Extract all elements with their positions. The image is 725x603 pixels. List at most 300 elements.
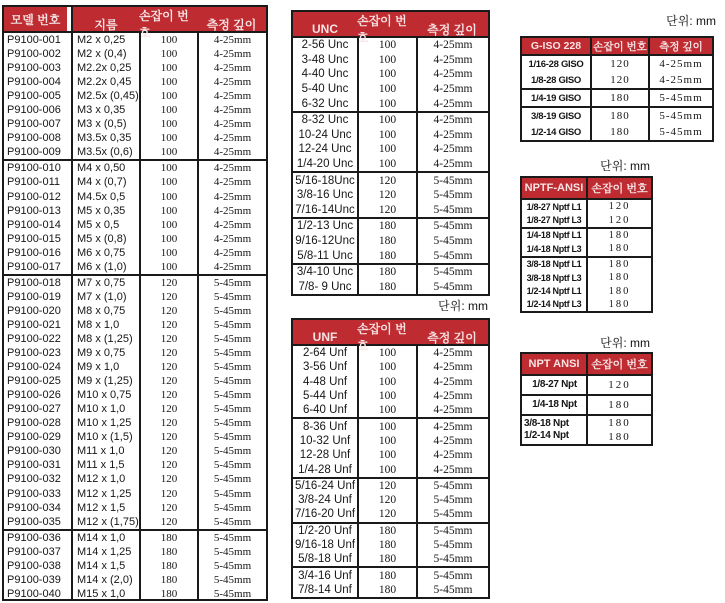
handle-number-cell: 120 [357,203,416,218]
handle-number-cell: 120 [139,318,197,332]
thread-size-cell: 1/8-28 GISO [530,74,582,86]
table-row [293,280,488,295]
measure-depth-cell: 4-25mm [197,260,266,274]
row-group [293,477,488,522]
unit-label: 단위: mm [600,159,650,173]
handle-number-cell: 100 [139,103,197,117]
model-number-cell: P9100-031 [7,459,61,472]
handle-number-cell: 120 [357,188,416,203]
table-row [522,298,651,311]
table-row [293,538,488,552]
diameter-cell: M9 x 1,0 [71,360,139,374]
handle-number-cell: 100 [139,175,197,189]
measure-depth-cell: 5-45mm [197,487,266,501]
handle-number-cell: 180 [586,242,651,255]
handle-number-cell: 120 [357,493,416,507]
npt-table-header [522,354,651,376]
thread-size-cell: 5/16-18Unc [295,174,355,187]
thread-size-cell: 12-24 Unc [298,143,352,156]
measure-depth-cell: 5-45mm [416,265,488,280]
measure-depth-cell: 4-25mm [416,96,488,111]
handle-number-cell: 100 [357,462,416,476]
measure-depth-cell: 4-25mm [197,161,266,175]
model-number-cell: P9100-010 [7,162,61,175]
model-number-cell: P9100-013 [7,204,61,217]
handle-number-cell: 100 [139,204,197,218]
handle-number-cell: 100 [139,33,197,47]
npt-table-body [522,376,651,444]
handle-number-cell: 180 [590,124,648,140]
handle-number-cell: 120 [139,487,197,501]
handle-number-cell: 100 [139,218,197,232]
diameter-cell: M3.5x (0,6) [71,145,139,159]
table-row [4,374,266,388]
diameter-cell: M9 x 0,75 [71,346,139,360]
measure-depth-cell: 4-25mm [197,145,266,159]
measure-depth-cell: 4-25mm [416,434,488,448]
handle-number-cell: 120 [357,479,416,493]
table-row [293,234,488,249]
handle-number-cell: 120 [139,276,197,290]
measure-depth-cell: 4-25mm [197,246,266,260]
handle-number-cell: 180 [590,108,648,124]
handle-number-cell: 120 [586,200,651,213]
table-row [4,131,266,145]
model-number-cell: P9100-020 [7,304,61,317]
handle-number-cell: 120 [139,346,197,360]
handle-number-cell: 100 [357,142,416,157]
measure-depth-cell: 4-25mm [416,448,488,462]
handle-number-cell: 180 [357,234,416,249]
thread-size-cell: 9/16-12Unc [295,235,355,248]
nptf-thread-table [520,176,653,313]
table-row [522,108,712,124]
measure-depth-cell: 5-45mm [416,493,488,507]
model-number-cell: P9100-011 [7,176,61,189]
measure-depth-cell: 5-45mm [197,332,266,346]
unc-thread-table [291,10,490,296]
measure-depth-cell: 4-25mm [197,103,266,117]
row-group [522,106,712,140]
thread-size-cell: 1/4-18 Nptf L3 [526,243,582,254]
diameter-cell: M5 x 0,5 [71,218,139,232]
diameter-cell: M14 x 1,5 [71,559,139,573]
handle-number-cell: 180 [139,531,197,545]
model-number-cell: P9100-003 [7,62,61,75]
model-number-cell: P9100-019 [7,290,61,303]
measure-depth-cell: 5-45mm [416,234,488,249]
handle-number-cell: 120 [139,472,197,486]
handle-number-value: 180 [608,431,631,443]
thread-size-cell: 1/2-14 Nptf L3 [526,299,582,310]
row-group [293,171,488,217]
diameter-cell: M8 x (1,25) [71,332,139,346]
model-number-cell: P9100-033 [7,487,61,500]
measure-depth-cell: 5-45mm [197,388,266,402]
handle-number-cell: 100 [357,157,416,172]
handle-number-cell: 180 [139,545,197,559]
column-header-handle-number: 손잡이 번호 [586,354,651,374]
giso-thread-table [520,36,714,142]
thread-size-cell: 10-24 Unc [298,128,352,141]
diameter-cell: M12 x 1,0 [71,472,139,486]
table-row [293,128,488,143]
handle-number-cell: 100 [357,53,416,68]
measure-depth-cell: 5-45mm [416,188,488,203]
thread-size-cell: 3/8-18 Nptf L3 [526,272,582,283]
handle-number-cell: 120 [139,501,197,515]
measure-depth-cell: 5-45mm [197,276,266,290]
measure-depth-cell: 4-25mm [648,72,712,88]
table-row [293,67,488,82]
table-row [522,90,712,106]
thread-size-cell: 1/2-14 GISO [530,126,582,138]
table-row [293,203,488,218]
thread-size-cell: 5-44 Unf [302,390,348,403]
handle-number-cell: 100 [357,389,416,403]
thread-size-cell: 1/4-18 Npt [532,399,577,410]
table-row [293,462,488,476]
handle-number-cell: 120 [357,173,416,188]
handle-number-cell: 180 [586,284,651,297]
measure-depth-cell: 5-45mm [648,90,712,106]
diameter-cell: M6 x (1,0) [71,260,139,274]
handle-number-cell: 100 [139,232,197,246]
column-header-handle-number: 손잡이 번호 [357,322,407,353]
model-number-cell: P9100-015 [7,232,61,245]
table-row [293,568,488,582]
thread-size-cell: 7/16-14Unc [295,203,355,216]
thread-size-cell: 1/4-28 Unf [298,463,352,476]
metric-header-bar [71,7,266,40]
table-row [293,142,488,157]
row-group [4,274,266,529]
thread-size-cell: 5-40 Unc [301,83,349,96]
unc-table-body [293,38,488,294]
table-row [293,448,488,462]
handle-number-cell: 120 [139,304,197,318]
row-group [522,394,651,414]
model-number-cell: P9100-037 [7,545,61,558]
table-row [4,559,266,573]
model-number-cell: P9100-024 [7,361,61,374]
handle-number-cell: 180 [357,219,416,234]
table-row [522,258,651,271]
table-row [293,419,488,433]
table-row [4,515,266,529]
table-row [293,113,488,128]
model-number-cell: P9100-012 [7,190,61,203]
table-row [293,360,488,374]
model-number-cell: P9100-032 [7,473,61,486]
measure-depth-cell: 4-25mm [197,218,266,232]
table-row [522,271,651,284]
thread-size-cell: 7/16-20 Unf [294,508,356,521]
table-row [4,103,266,117]
handle-number-cell: 100 [139,161,197,175]
model-number-cell: P9100-030 [7,445,61,458]
npt-thread-table [520,352,653,446]
table-row [4,430,266,444]
thread-size-cell: 3/4-16 Unf [298,569,352,582]
column-header-handle-number: 손잡이 번호 [139,9,189,40]
measure-depth-cell: 4-25mm [416,462,488,476]
handle-number-cell: 100 [357,434,416,448]
column-header-depth: 측정 깊이 [206,17,257,32]
giso-table-header [522,38,712,56]
diameter-cell: M14 x 1,25 [71,545,139,559]
row-group [293,111,488,171]
handle-number-cell [586,396,651,414]
unit-label: 단위: mm [600,336,650,350]
handle-number-cell: 100 [139,131,197,145]
thread-size-cell: 4-48 Unf [302,375,348,388]
row-group [522,376,651,394]
thread-size-cell: 2-56 Unc [301,39,349,52]
thread-size-cell: 1/2-20 Unf [298,524,352,537]
handle-number-value: 180 [608,399,631,411]
measure-depth-cell: 5-45mm [197,587,266,601]
measure-depth-cell: 5-45mm [197,573,266,587]
diameter-cell: M4 x (0,7) [71,175,139,189]
table-row [4,276,266,290]
table-row [4,545,266,559]
measure-depth-cell: 4-25mm [197,190,266,204]
unf-table-header [293,320,488,353]
measure-depth-cell: 4-25mm [648,56,712,72]
table-row [522,200,651,213]
handle-number-cell: 180 [357,583,416,597]
table-row [293,403,488,417]
table-row [4,161,266,175]
unc-table-header [293,12,488,45]
handle-number-cell: 100 [357,128,416,143]
model-number-cell: P9100-040 [7,587,61,600]
handle-number-cell: 100 [357,96,416,111]
diameter-cell: M8 x 1,0 [71,318,139,332]
thread-size-cell: 3/8-24 Unf [298,494,352,507]
handle-number-cell: 100 [139,47,197,61]
row-group [293,566,488,597]
handle-number-cell: 120 [139,430,197,444]
table-row [4,290,266,304]
measure-depth-cell: 4-25mm [416,403,488,417]
measure-depth-cell: 5-45mm [197,304,266,318]
handle-number-cell: 180 [139,559,197,573]
diameter-cell: M11 x 1,0 [71,444,139,458]
diameter-cell: M3.5x 0,35 [71,131,139,145]
giso-table-body [522,56,712,140]
model-number-cell: P9100-038 [7,559,61,572]
row-group [522,88,712,106]
measure-depth-cell: 5-45mm [197,531,266,545]
column-header-depth: 측정 깊이 [648,38,712,54]
diameter-cell: M3 x 0,35 [71,103,139,117]
handle-number-cell: 180 [586,258,651,271]
thread-size-cell: 8-36 Unf [302,420,348,433]
thread-size-cell: 3/8-19 GISO [530,110,582,122]
handle-number-cell: 100 [357,360,416,374]
row-group [293,217,488,263]
measure-depth-cell: 4-25mm [197,75,266,89]
diameter-cell: M12 x 1,5 [71,501,139,515]
table-row [4,175,266,189]
handle-number-cell: 100 [139,190,197,204]
diameter-cell: M10 x 0,75 [71,388,139,402]
thread-size-cell: 1/16-28 GISO [528,58,584,70]
thread-size-cell: 1/8-27 Npt [532,379,577,390]
measure-depth-cell: 4-25mm [197,232,266,246]
model-number-cell: P9100-036 [7,531,61,544]
table-row [4,190,266,204]
column-header-unf: UNF [312,330,338,344]
measure-depth-cell: 4-25mm [197,61,266,75]
table-row [4,416,266,430]
measure-depth-cell: 4-25mm [197,204,266,218]
handle-number-cell: 180 [586,271,651,284]
metric-table-body [4,33,266,601]
measure-depth-cell: 4-25mm [416,375,488,389]
model-number-cell: P9100-017 [7,260,61,273]
table-row [293,173,488,188]
model-number-cell: P9100-039 [7,573,61,586]
metric-table-header [4,7,266,40]
thread-size-cell: 1/8-27 Nptf L1 [526,201,582,212]
table-row [293,96,488,111]
model-number-cell: P9100-026 [7,389,61,402]
table-row [4,531,266,545]
handle-number-cell: 180 [139,573,197,587]
handle-number-cell: 180 [357,568,416,582]
handle-number-cell: 180 [139,587,197,601]
diameter-cell: M10 x 1,0 [71,402,139,416]
measure-depth-cell: 5-45mm [197,472,266,486]
table-row [4,318,266,332]
measure-depth-cell: 5-45mm [416,479,488,493]
measure-depth-cell: 5-45mm [416,538,488,552]
model-number-cell: P9100-004 [7,76,61,89]
handle-number-cell: 120 [139,444,197,458]
diameter-cell: M6 x 0,75 [71,246,139,260]
diameter-cell: M10 x (1,5) [71,430,139,444]
handle-number-cell: 180 [357,538,416,552]
thread-size-cell: 5/8-18 Unf [298,553,352,566]
handle-number-cell: 100 [139,75,197,89]
thread-size-cell: 4-40 Unc [301,68,349,81]
thread-size-cell: 3-48 Unc [301,53,349,66]
thread-size-cell: 9/16-18 Unf [294,539,356,551]
model-number-cell: P9100-029 [7,431,61,444]
table-row [522,229,651,242]
handle-number-cell: 100 [139,61,197,75]
handle-number-cell: 100 [139,89,197,103]
thread-size-cell: 3/8-16 Unc [296,189,354,202]
table-row [4,587,266,601]
measure-depth-cell: 5-45mm [197,402,266,416]
model-number-cell: P9100-016 [7,246,61,259]
table-row [4,33,266,47]
thread-size-cell: 1/4-20 Unc [296,158,354,171]
handle-number-cell: 100 [357,403,416,417]
measure-depth-cell: 4-25mm [416,113,488,128]
measure-depth-cell: 4-25mm [416,346,488,360]
measure-depth-cell: 5-45mm [197,346,266,360]
thread-size-cell: 1/4-19 GISO [530,92,582,104]
table-row [522,284,651,297]
thread-size-cell: 12-28 Unf [299,449,351,462]
table-row [293,346,488,360]
table-row [4,75,266,89]
measure-depth-cell: 4-25mm [416,419,488,433]
table-row [522,416,651,444]
handle-number-cell: 100 [139,117,197,131]
handle-number-cell: 120 [139,360,197,374]
table-row [293,524,488,538]
handle-number-value: 180 [608,417,631,429]
handle-number-cell: 180 [357,248,416,263]
table-row [522,396,651,414]
handle-number-cell: 100 [139,246,197,260]
handle-number-cell: 100 [357,448,416,462]
model-number-cell: P9100-035 [7,515,61,528]
handle-number-cell: 180 [590,90,648,106]
handle-number-cell: 120 [139,402,197,416]
table-row [293,389,488,403]
table-row [4,332,266,346]
table-row [293,219,488,234]
handle-number-cell: 120 [590,56,648,72]
measure-depth-cell: 5-45mm [648,124,712,140]
handle-number-cell: 120 [357,507,416,521]
table-row [4,117,266,131]
model-number-cell: P9100-034 [7,501,61,514]
table-row [293,493,488,507]
measure-depth-cell: 5-45mm [416,280,488,295]
row-group [4,529,266,601]
row-group [4,33,266,159]
handle-number-cell: 100 [139,145,197,159]
table-row [4,501,266,515]
thread-size-cell: 1/4-18 Nptf L1 [526,230,582,241]
table-row [522,242,651,255]
diameter-cell: M2.2x 0,45 [71,75,139,89]
unf-table-body [293,346,488,597]
diameter-cell: M2 x (0,4) [71,47,139,61]
measure-depth-cell: 5-45mm [416,219,488,234]
diameter-cell: M4 x 0,50 [71,161,139,175]
handle-number-cell: 180 [586,298,651,311]
handle-number-cell [586,376,651,394]
handle-number-cell: 100 [357,375,416,389]
nptf-table-body [522,200,651,311]
table-row [293,507,488,521]
model-number-cell: P9100-001 [7,34,61,47]
column-header-giso: G-ISO 228 [530,40,582,52]
measure-depth-cell: 5-45mm [197,444,266,458]
table-row [293,82,488,97]
handle-number-cell: 100 [357,346,416,360]
measure-depth-cell: 4-25mm [197,117,266,131]
table-row [293,552,488,566]
table-row [4,487,266,501]
column-header-handle-number: 손잡이 번호 [586,178,651,198]
column-header-npt: NPT ANSI [528,358,580,370]
thread-size-cell: 5/16-24 Unf [294,479,356,492]
table-row [4,472,266,486]
model-number-cell: P9100-025 [7,375,61,388]
thread-size-cell: 7/8-14 Unf [298,583,352,596]
table-row [293,265,488,280]
